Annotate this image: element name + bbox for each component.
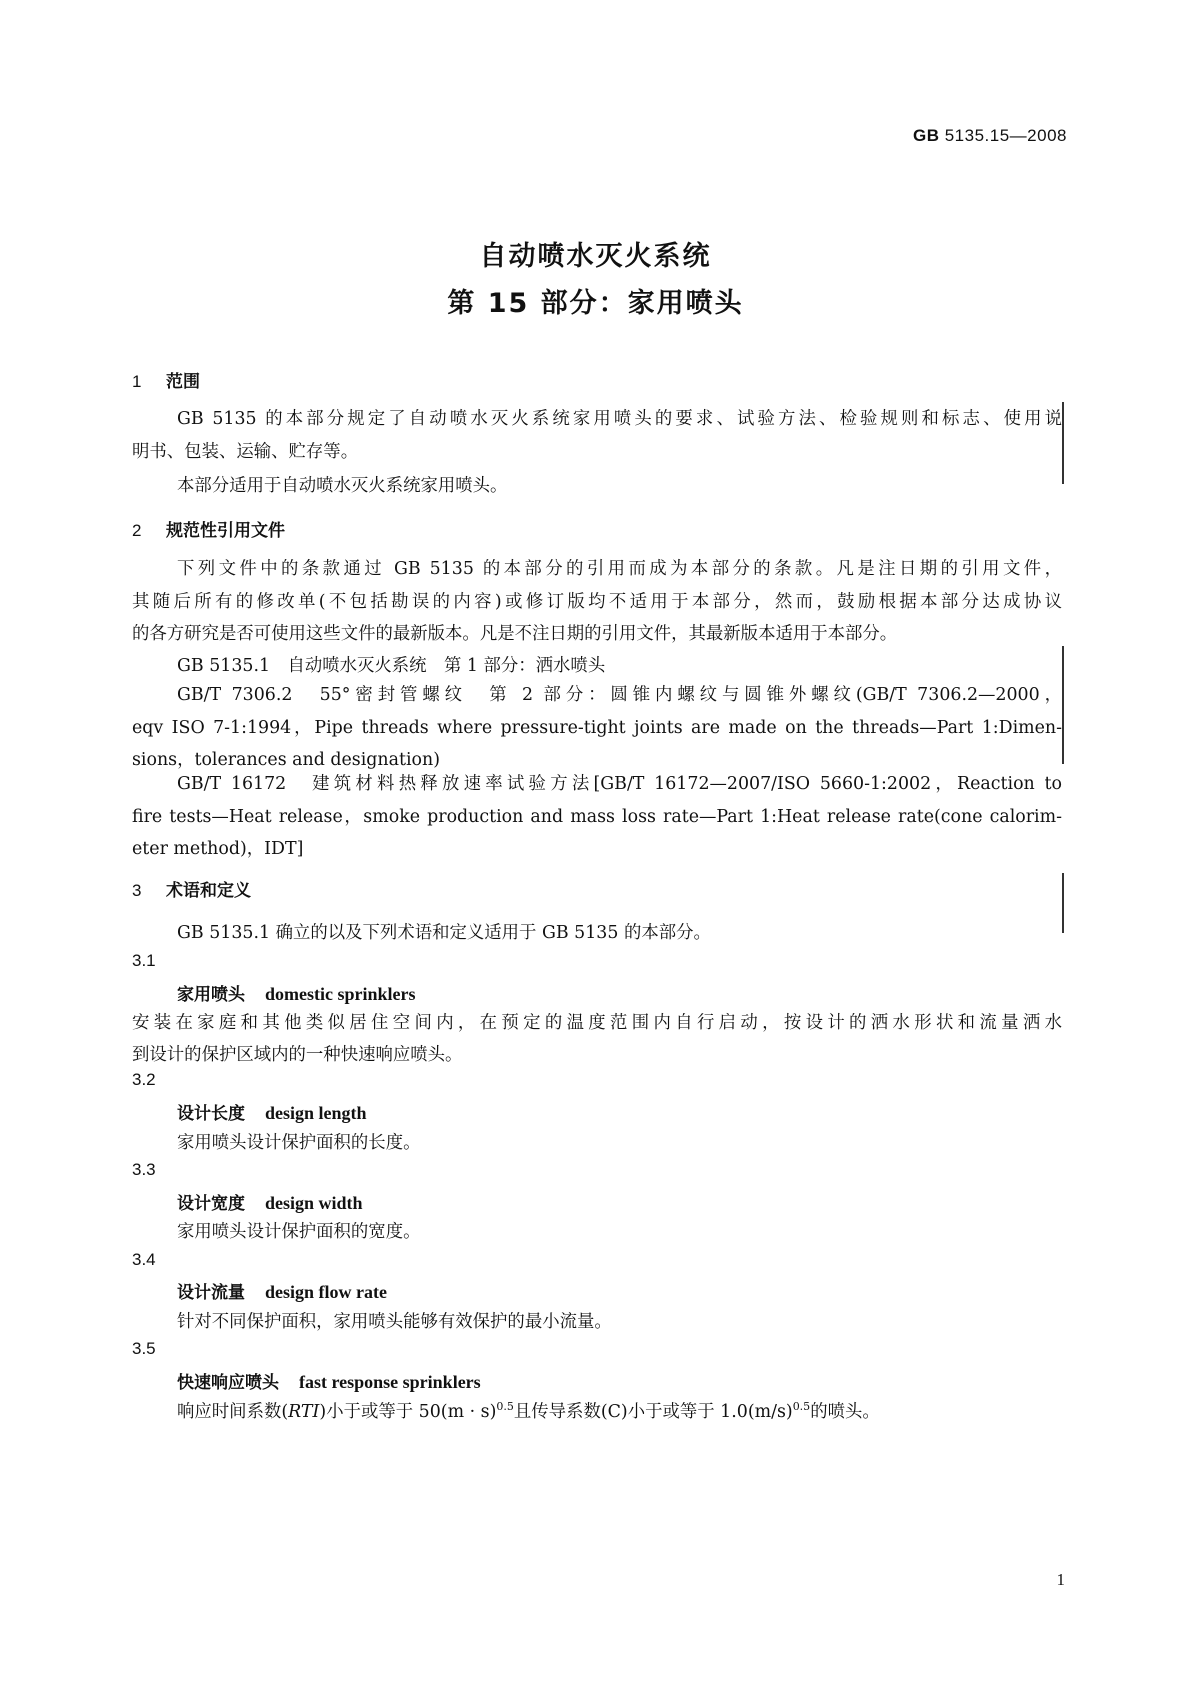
section-3-intro: GB 5135.1 确立的以及下列术语和定义适用于 GB 5135 的本部分。 — [177, 923, 711, 943]
clause-3-2-number: 3.2 — [132, 1070, 156, 1089]
term-3-5: 快速响应喷头 fast response sprinklers — [177, 1372, 481, 1393]
section-1-heading: 1 范围 — [132, 372, 200, 392]
section-1-paragraph-1: GB 5135 的本部分规定了自动喷水灭火系统家用喷头的要求、试验方法、检验规则和标志、使用说 明书、包装、运输、贮存等。 — [132, 409, 1062, 462]
reference-gb5135-1: GB 5135.1 自动喷水灭火系统 第 1 部分：洒水喷头 — [177, 656, 606, 676]
definition-3-2: 家用喷头设计保护面积的长度。 — [177, 1133, 421, 1153]
section-2-heading: 2 规范性引用文件 — [132, 521, 285, 541]
clause-3-1-number: 3.1 — [132, 951, 156, 970]
standard-number: GB 5135.15—2008 — [912, 126, 1067, 145]
term-3-2: 设计长度 design length — [177, 1103, 367, 1124]
definition-3-1: 安装在家庭和其他类似居住空间内，在预定的温度范围内自行启动，按设计的洒水形状和流量洒水 到设计的保护区域内的一种快速响应喷头。 — [132, 1013, 1062, 1065]
clause-3-5-number: 3.5 — [132, 1339, 156, 1358]
definition-3-4: 针对不同保护面积，家用喷头能够有效保护的最小流量。 — [177, 1312, 612, 1332]
title-line-2: 第 15 部分：家用喷头 — [447, 288, 744, 319]
section-2-paragraph-1: 下列文件中的条款通过 GB 5135 的本部分的引用而成为本部分的条款。凡是注日期的引用文件， 其随后所有的修改单(不包括勘误的内容)或修订版均不适用于本部分，然而，鼓励根据本部分达成协议 的各方研究是否可使用这些文件的最新版本。凡是不注日期的引用文件，其最新版本适用于本部分。 — [132, 559, 1062, 644]
change-bar — [1062, 646, 1064, 764]
term-3-3: 设计宽度 design width — [177, 1193, 363, 1214]
term-3-4: 设计流量 design flow rate — [177, 1282, 387, 1303]
page-number: 1 — [1056, 1570, 1065, 1589]
definition-3-3: 家用喷头设计保护面积的宽度。 — [177, 1222, 421, 1242]
change-bar — [1062, 402, 1064, 484]
definition-3-5: 响应时间系数(RTI)小于或等于 $50(m \cdot s)^{0.5}$且传导系数(C)小于或等于 $1.0(m/s)^{0.5}$的喷头。 — [177, 1400, 880, 1422]
section-1-paragraph-2: 本部分适用于自动喷水灭火系统家用喷头。 — [177, 476, 508, 496]
clause-3-3-number: 3.3 — [132, 1160, 156, 1179]
change-bar — [1062, 873, 1064, 933]
clause-3-4-number: 3.4 — [132, 1250, 156, 1269]
term-3-1: 家用喷头 domestic sprinklers — [177, 984, 416, 1005]
section-3-heading: 3 术语和定义 — [132, 881, 251, 901]
reference-gbt16172: GB/T 16172 建筑材料热释放速率试验方法[GB/T 16172—2007/ISO 5660-1:2002，Reaction to fire tests—Heat release，smoke production and mass loss rate—Part 1:Heat release rate(cone calorim- eter method)，IDT] — [132, 774, 1062, 859]
reference-gbt7306-2: GB/T 7306.2 55°密封管螺纹 第 2 部分：圆锥内螺纹与圆锥外螺纹(GB/T 7306.2—2000， eqv ISO 7-1:1994，Pipe threads where pressure-tight joints are made on the threads—Part 1:Dimen- sions，tolerances and designation) — [132, 685, 1062, 770]
title-line-1: 自动喷水灭火系统 — [479, 241, 712, 272]
